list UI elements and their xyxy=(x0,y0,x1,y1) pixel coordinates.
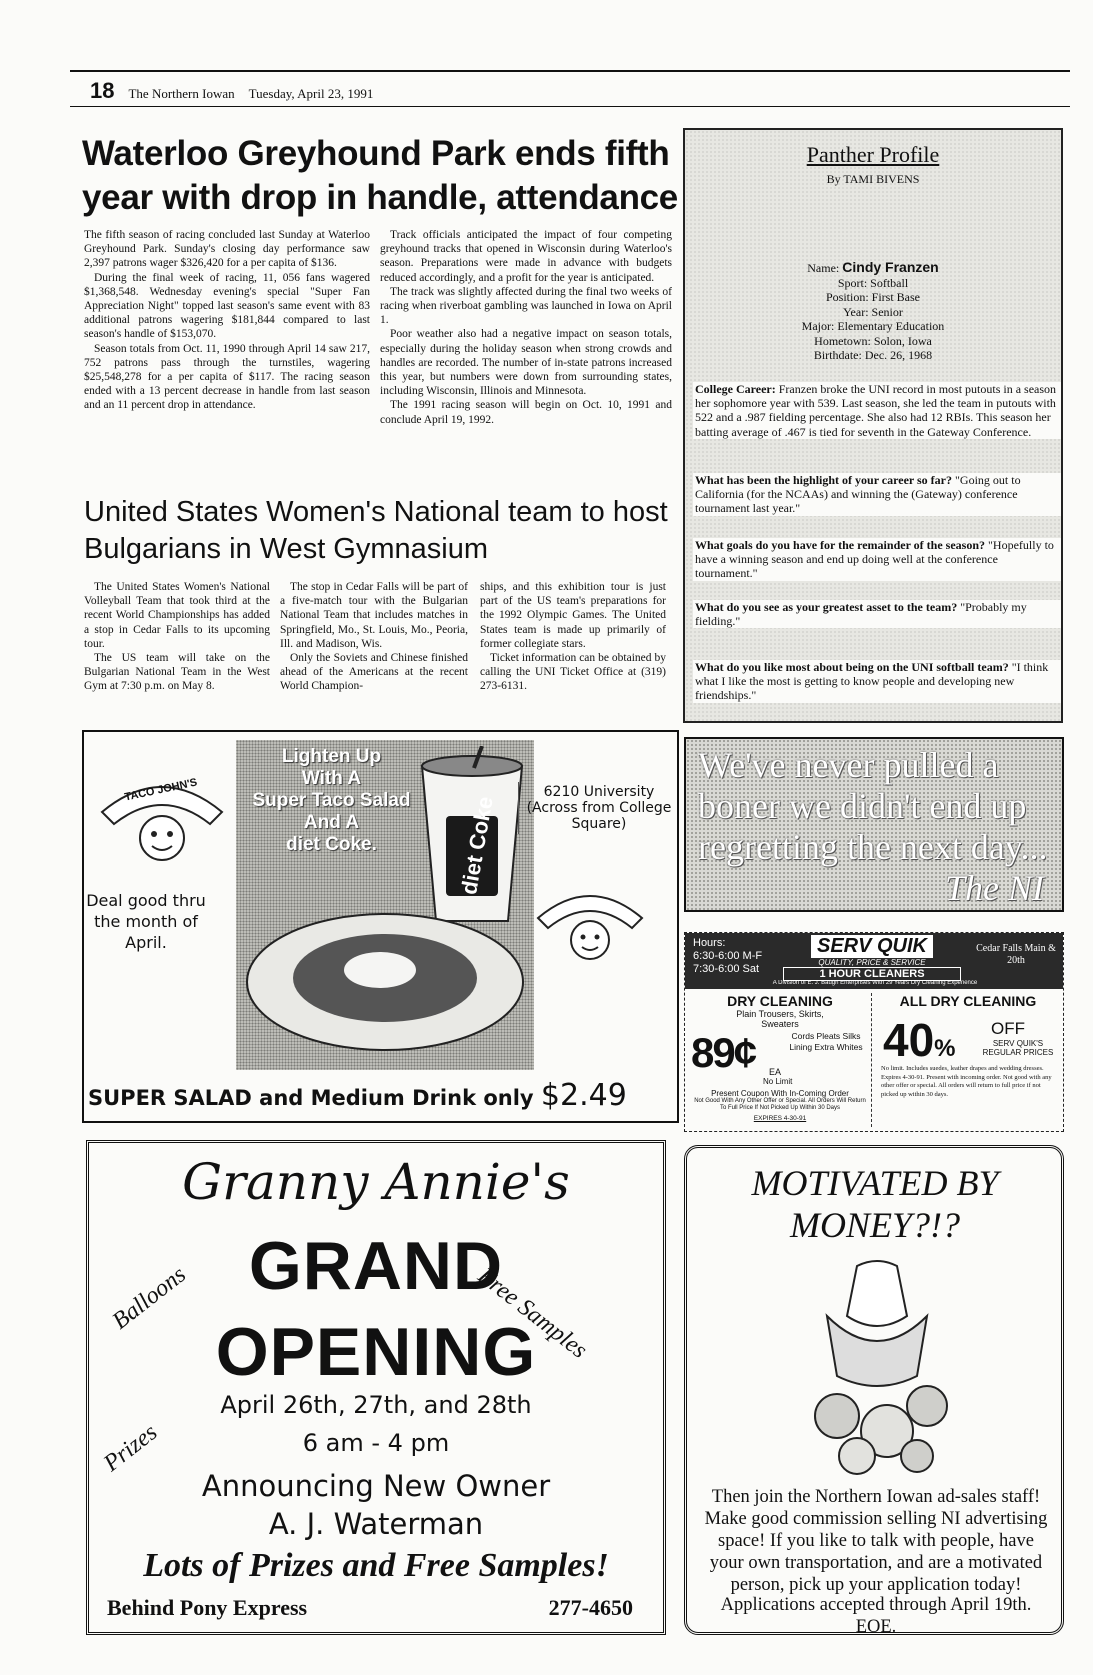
fact-name xyxy=(685,260,1061,276)
fact-value: Elementary Education xyxy=(837,319,945,333)
fact-value: Senior xyxy=(871,304,903,319)
money-hands-icon xyxy=(787,1256,967,1478)
store-address: 6210 University (Across from College Square) xyxy=(518,782,679,834)
fact-year xyxy=(685,305,1061,320)
paragraph: ships, and this exhibition tour is just part of the US team's preparations for the 1992 Olympic Games. The United States team is made up primarily of former collegiate stars. xyxy=(480,581,666,650)
fact-position xyxy=(685,290,1061,305)
coupon-expires: EXPIRES 4-30-91 xyxy=(753,1115,807,1122)
masthead: The Northern Iowan xyxy=(128,86,235,101)
fact-label: Year: xyxy=(843,304,869,319)
percent-number: 40 xyxy=(883,1014,935,1066)
serv-quik-header xyxy=(685,933,1063,989)
ad-headline xyxy=(244,746,419,856)
profile-title: Panther Profile xyxy=(806,142,940,167)
qa-question: What do you see as your greatest asset to the team? xyxy=(695,600,958,614)
coupon-fine-print: No limit. Includes suedes, leather drapes and wedding dresses. Expires 4-30-91. Present with incoming order. Not good with any other offer or special. All orders will return to full price if not picked up within 30 days. xyxy=(881,1065,1052,1098)
granny-title: Granny Annie's xyxy=(182,1153,570,1211)
qa-answer: Franzen broke the UNI record in most putouts in a season her sophomore year with 539. Last season, she led the team in putouts with 522 and a .987 fielding percentage. She also had 12 RBIs. This season her batting average of .467 is tied for seventh in the Gateway Conference. xyxy=(695,382,1057,439)
panther-profile-box xyxy=(683,128,1063,723)
offer-text: SUPER SALAD and Medium Drink only xyxy=(88,1086,534,1110)
fact-sport xyxy=(685,276,1061,291)
fact-value: Cindy Franzen xyxy=(842,259,939,275)
coupon-each: EA xyxy=(769,1067,782,1077)
paragraph: Season totals from Oct. 11, 1990 through April 14 saw 217, 752 patrons pass through the turnstiles, wagering $25,548,278 for a per capita of $117. The racing season ended with a 13 percent decrease in handle from last season and an 11 percent drop in attendance. xyxy=(84,342,370,412)
issue-date: Tuesday, April 23, 1991 xyxy=(248,86,374,101)
taco-johns-ad xyxy=(82,730,679,1123)
promo-signature: The NI xyxy=(945,868,1044,908)
motivated-deadline: Applications accepted through April 19th. EOE. xyxy=(720,1595,1032,1637)
brand-tagline: QUALITY, PRICE & SERVICE xyxy=(818,958,926,967)
coupon-fine-print: Not Good With Any Other Offer or Special. All Orders Will Return To Full Price If Not Picked Up Within 30 Days xyxy=(694,1098,866,1111)
granny-opening: OPENING xyxy=(215,1314,537,1390)
granny-lots: Lots of Prizes and Free Samples! xyxy=(143,1547,609,1584)
article-greyhound-headline: Waterloo Greyhound Park ends fifth year with drop in handle, attendance xyxy=(82,134,678,217)
ni-promo-box xyxy=(684,737,1064,912)
qa-answer: "Probably my fielding." xyxy=(695,600,1027,629)
folio-rule xyxy=(70,70,1070,72)
fact-label: Hometown: xyxy=(814,333,871,348)
article-greyhound-col2 xyxy=(380,228,672,427)
ad-headline-line: diet Coke. xyxy=(286,834,377,855)
promo-copy: We've never pulled a boner we didn't end up regretting the next day... xyxy=(698,745,1048,867)
paragraph: Ticket information can be obtained by calling the UNI Ticket Office at (319) 273-6131. xyxy=(480,652,666,693)
brand-one-hour: 1 HOUR CLEANERS xyxy=(783,967,961,981)
paragraph: Poor weather also had a negative impact on season totals, especially during the holiday season when strong crowds and handles are recorded. The number of in-state patrons increased this year, but numbers were down from surrounding states, including Wisconsin, Illinois and Minnesota. xyxy=(380,328,672,398)
fact-label: Sport: xyxy=(837,275,868,290)
paragraph: Track officials anticipated the impact of four competing greyhound tracks that opened in Wisconsin during Waterloo's season. Preparations were made in advance with budgets reduced accordingly, and a profit for the year is anticipated. xyxy=(380,229,672,284)
folio-rule-bottom xyxy=(70,106,1070,107)
percent-sign: % xyxy=(934,1035,956,1062)
serv-division: A Division of E. J. Baugh Enterprises With 29 Years Dry Cleaning Experience xyxy=(772,980,978,986)
ad-headline-line: With A xyxy=(301,768,362,789)
ad-headline-line: Super Taco Salad xyxy=(252,790,411,811)
paragraph: Only the Soviets and Chinese finished ahead of the Americans at the recent World Champion- xyxy=(280,652,468,693)
coupon-dry-cleaning xyxy=(689,993,872,1127)
motivated-body: Then join the Northern Iowan ad-sales staff! Make good commission selling NI advertising space! If you like to talk with people, have your own transportation, and are a motivated person, pick up your application today! xyxy=(704,1487,1048,1595)
paragraph: The fifth season of racing concluded last Sunday at Waterloo Greyhound Park. Sunday's closing day performance saw 2,397 patrons wager $326,420 for a per capita of $136. xyxy=(84,229,370,270)
taco-salad-icon xyxy=(240,904,530,1054)
coupon-present: Present Coupon With In-Coming Order xyxy=(711,1089,849,1098)
hours-weekday: 6:30-6:00 M-F xyxy=(693,950,763,962)
fact-value: Dec. 26, 1968 xyxy=(864,348,933,362)
qa-answer: "Going out to California (for the NCAAs) and winning the (Gateway) conference tournament last year." xyxy=(695,473,1021,516)
paragraph: During the final week of racing, 11, 056 fans wagered $1,368,548. Wednesday evening's special "Super Fan Appreciation Night" topped last season's same event with 83 additional patrons wagering $181,844 compared to last season's handle of $153,070. xyxy=(84,271,370,341)
paragraph: The 1991 racing season will begin on Oct. 10, 1991 and conclude April 19, 1992. xyxy=(380,399,672,426)
granny-dates: April 26th, 27th, and 28th xyxy=(220,1391,532,1419)
article-volleyball-col2 xyxy=(280,580,468,694)
profile-qa-goals xyxy=(693,538,1061,581)
granny-annies-ad xyxy=(86,1140,666,1635)
granny-free-samples: Free Samples xyxy=(472,1263,592,1364)
granny-phone: 277-4650 xyxy=(548,1595,633,1620)
fact-label: Name: xyxy=(807,261,840,275)
serv-quik-ad xyxy=(684,932,1064,1132)
paragraph: The track was slightly affected during the final two weeks of racing when riverboat gambling was launched in Iowa on April 1. xyxy=(380,285,672,327)
granny-grand: GRAND xyxy=(248,1228,504,1304)
logo-text: TACO JOHN'S xyxy=(123,776,199,804)
serv-quik-logo xyxy=(783,935,961,981)
coupon-nolimit: No Limit xyxy=(763,1077,793,1086)
paragraph: The United States Women's National Volleyball Team that took third at the recent World Championships has added a stop in Cedar Falls to its upcoming tour. xyxy=(84,581,270,650)
article-volleyball-col3 xyxy=(480,580,666,694)
folio xyxy=(90,78,373,108)
taco-johns-logo-icon-small xyxy=(530,882,650,972)
brand-name: SERV QUIK xyxy=(811,935,933,958)
qa-question: What goals do you have for the remainder of the season? xyxy=(695,538,986,552)
qa-question: What do you like most about being on the UNI softball team? xyxy=(695,660,1009,674)
fact-hometown xyxy=(685,334,1061,349)
serv-location: Cedar Falls Main & 20th xyxy=(976,943,1056,966)
qa-answer: "Hopefully to have a winning season and end up doing well at the conference tournament." xyxy=(695,538,1054,581)
offer-price: $2.49 xyxy=(540,1078,627,1113)
granny-announce: Announcing New Owner xyxy=(201,1469,551,1503)
coupon-price: 89¢ xyxy=(691,1029,756,1076)
profile-qa-career xyxy=(693,382,1061,439)
fact-label: Position: xyxy=(825,290,869,304)
article-volleyball-col1 xyxy=(84,580,270,694)
fact-label: Major: xyxy=(801,319,835,333)
coupon-percent xyxy=(883,1013,956,1067)
article-greyhound-col1 xyxy=(84,228,370,413)
paragraph: The US team will take on the Bulgarian National Team in the West Gym at 7:30 p.m. on May 8. xyxy=(84,652,270,693)
hours-saturday: 7:30-6:00 Sat xyxy=(693,963,760,975)
coupon-title: ALL DRY CLEANING xyxy=(899,993,1037,1009)
granny-balloons: Balloons xyxy=(107,1261,191,1335)
cup-label: diet Coke xyxy=(456,794,498,897)
qa-question: College Career: xyxy=(695,382,776,396)
profile-qa-asset xyxy=(693,600,1061,628)
ad-headline-line: And A xyxy=(303,812,360,833)
article-volleyball-headline: United States Women's National team to host Bulgarians in West Gymnasium xyxy=(84,496,668,565)
coupon-items: Plain Trousers, Skirts, Sweaters xyxy=(736,1009,824,1029)
fact-birthdate xyxy=(685,348,1061,363)
fact-major xyxy=(685,319,1061,334)
motivated-by-money-ad xyxy=(684,1145,1064,1635)
fact-label: Birthdate: xyxy=(813,348,862,362)
coupon-off: OFF xyxy=(991,1019,1025,1038)
motivated-headline: MOTIVATED BY MONEY?!? xyxy=(751,1163,999,1245)
profile-byline: By TAMI BIVENS xyxy=(826,172,920,186)
profile-qa-likes xyxy=(693,660,1061,703)
qa-answer: "I think what I like the most is getting to know people and developing new friendships." xyxy=(695,660,1049,703)
profile-facts xyxy=(685,260,1061,363)
deal-text: Deal good thru the month of April. xyxy=(86,891,206,952)
profile-qa-highlight xyxy=(693,473,1061,516)
granny-owner: A. J. Waterman xyxy=(268,1507,484,1541)
paragraph: The stop in Cedar Falls will be part of a five-match tour with the Bulgarian National Team that includes matches in Springfield, Mo., St. Louis, Mo., Peoria, Ill. and Madison, Wis. xyxy=(280,581,468,650)
fact-value: Solon, Iowa xyxy=(873,333,932,348)
ad-headline-line: Lighten Up xyxy=(281,746,382,767)
promo-text xyxy=(698,745,1054,909)
page-number: 18 xyxy=(90,78,115,103)
offer-line xyxy=(88,1078,678,1113)
granny-location: Behind Pony Express xyxy=(107,1595,308,1620)
coupon-sub: SERV QUIK'S REGULAR PRICES xyxy=(982,1039,1054,1057)
granny-prizes: Prizes xyxy=(99,1419,163,1477)
coupon-side-items: Cords Pleats Silks Lining Extra Whites xyxy=(789,1031,863,1052)
coupon-all-dry-cleaning xyxy=(877,993,1059,1127)
coupon-title: DRY CLEANING xyxy=(727,993,833,1009)
hours-block xyxy=(693,937,762,976)
qa-question: What has been the highlight of your career so far? xyxy=(695,473,952,487)
fact-value: Softball xyxy=(870,275,909,290)
hours-label: Hours: xyxy=(693,937,726,949)
fact-value: First Base xyxy=(871,290,921,304)
granny-hours: 6 am - 4 pm xyxy=(302,1429,450,1457)
